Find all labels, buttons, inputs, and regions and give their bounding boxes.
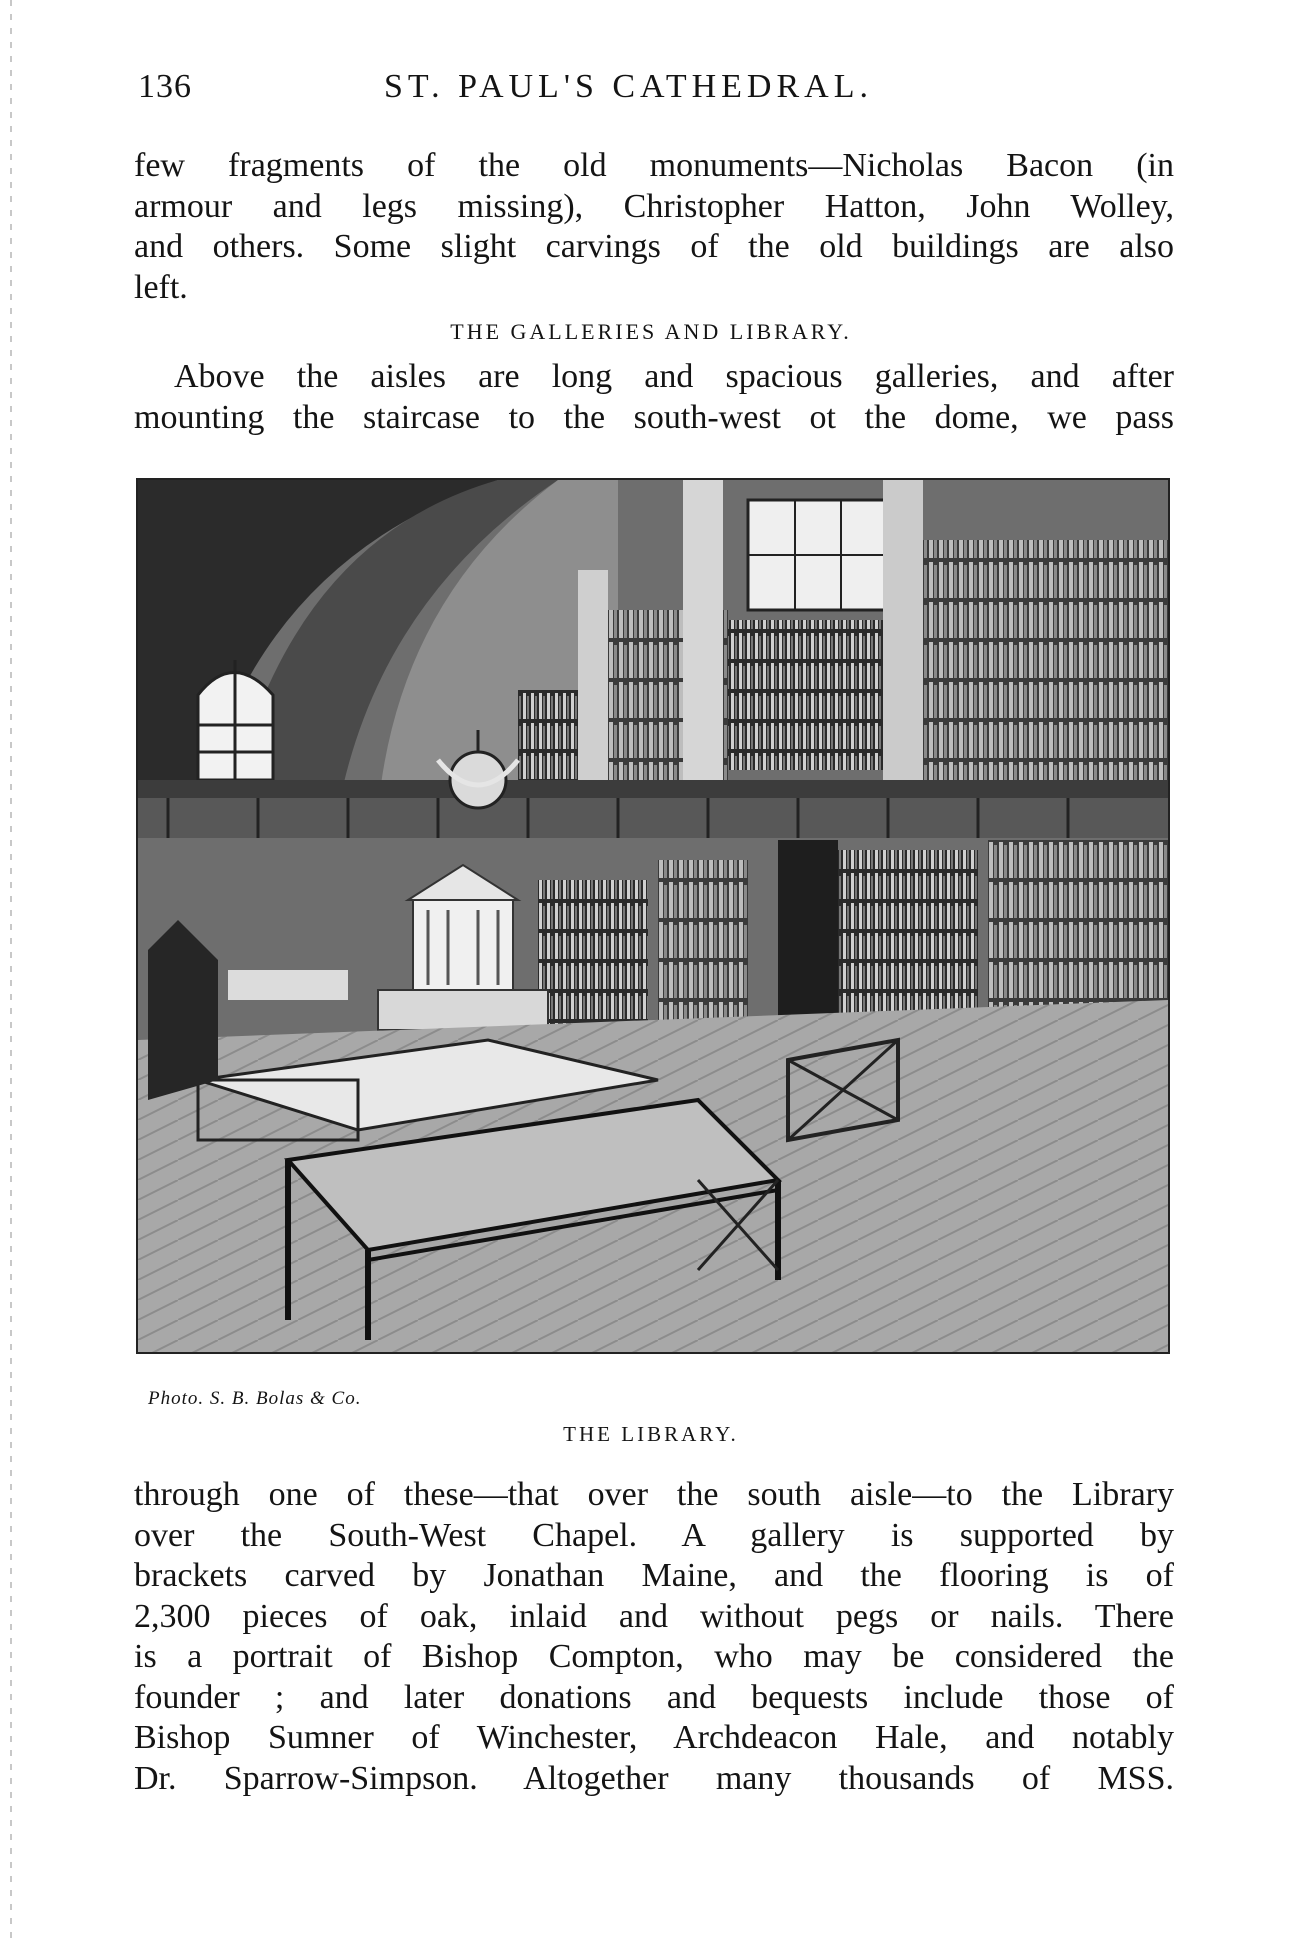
running-title: ST. PAUL'S CATHEDRAL.: [384, 68, 873, 105]
text-line: and others. Some slight carvings of the old buildings are also: [134, 228, 1174, 265]
photo-credit: Photo. S. B. Bolas & Co.: [148, 1388, 362, 1409]
text-line: brackets carved by Jonathan Maine, and the flooring is of: [134, 1557, 1174, 1594]
library-photograph: [136, 478, 1170, 1354]
text-line: armour and legs missing), Christopher Hatton, John Wolley,: [134, 187, 1174, 225]
text-line: over the South-West Chapel. A gallery is supported by: [134, 1516, 1174, 1554]
text-line: through one of these—that over the south aisle—to the Library: [134, 1476, 1174, 1513]
text-line: Dr. Sparrow-Simpson. Altogether many thousands of MSS.: [134, 1759, 1174, 1797]
text-line: left.: [134, 268, 188, 306]
figure-caption: THE LIBRARY.: [563, 1422, 739, 1446]
text-line: few fragments of the old monuments—Nicholas Bacon (in: [134, 147, 1174, 184]
text-line: Above the aisles are long and spacious galleries, and after: [174, 358, 1174, 395]
paragraph-2: [134, 357, 1174, 438]
text-line: founder ; and later donations and bequests include those of: [134, 1678, 1174, 1716]
text-line: Bishop Sumner of Winchester, Archdeacon Hale, and notably: [134, 1719, 1174, 1756]
library-interior-illustration: [138, 480, 1168, 1352]
paragraph-3: [134, 1475, 1174, 1799]
text-line: mounting the staircase to the south-west ot the dome, we pass: [134, 398, 1174, 436]
page-edge-rule: [10, 0, 12, 1938]
page-number: 136: [138, 68, 192, 105]
paragraph-1: [134, 146, 1174, 308]
text-line: is a portrait of Bishop Compton, who may be considered the: [134, 1638, 1174, 1675]
section-heading: THE GALLERIES AND LIBRARY.: [450, 319, 852, 344]
text-line: 2,300 pieces of oak, inlaid and without pegs or nails. There: [134, 1597, 1174, 1635]
running-head: [138, 68, 1172, 114]
